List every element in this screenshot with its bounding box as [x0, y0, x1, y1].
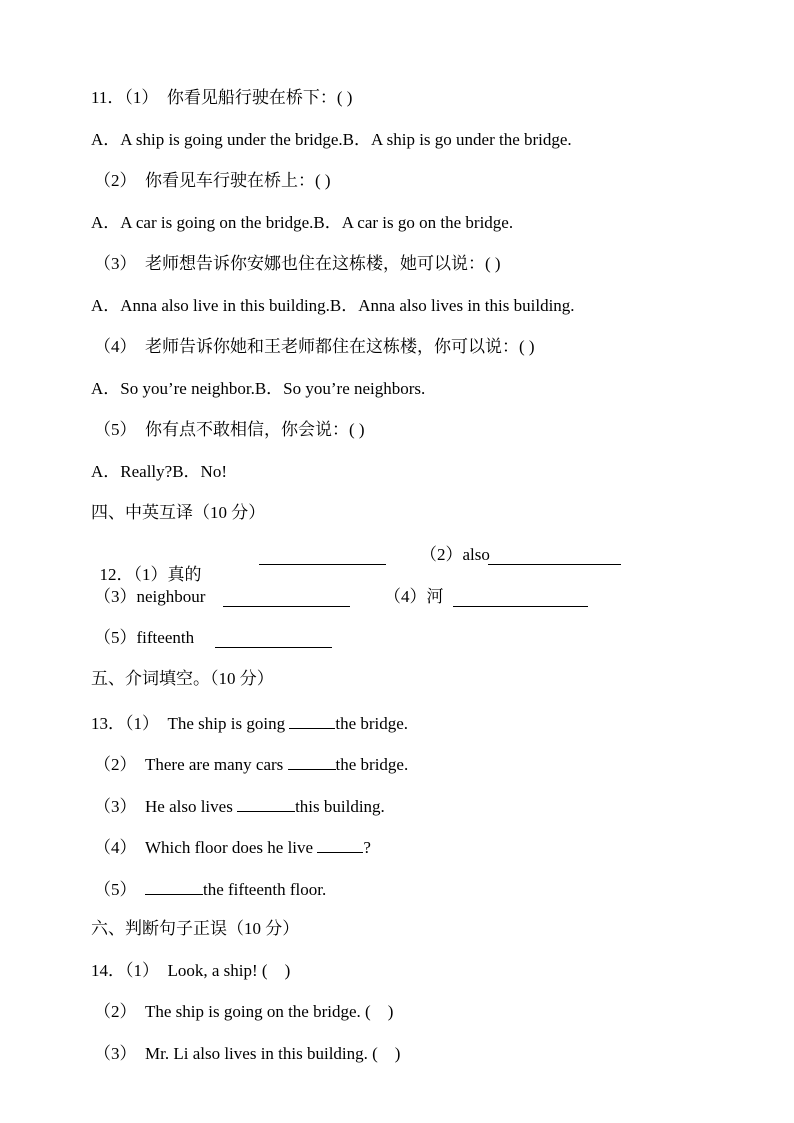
q13-item1: [91, 712, 408, 734]
q13-item1-tail: the bridge.: [335, 714, 409, 733]
q12-item2-label: （2）also: [420, 545, 490, 564]
q12-item4-label: （4）河: [384, 587, 444, 606]
q11-part1: 11．（1） 你看见船行驶在桥下：( ): [91, 88, 353, 107]
q13-item4-tail: ?: [363, 838, 371, 857]
q12-item5-label: （5）fifteenth: [94, 628, 195, 647]
q14-item3: （3） Mr. Li also lives in this building. ( ): [94, 1044, 401, 1063]
q13-item5-tail: the fifteenth floor.: [203, 880, 327, 899]
q13-item4-text: （4） Which floor does he live: [94, 838, 318, 857]
q11-part5: （5） 你有点不敢相信，你会说：( ): [94, 420, 365, 439]
q12-item1-label: 12．（1）真的: [99, 565, 202, 584]
q12-item1: [91, 545, 202, 585]
section5-heading: 五、介词填空。（10 分）: [91, 669, 274, 688]
q13-item3-blank[interactable]: [237, 795, 295, 812]
q13-item3: [94, 795, 385, 817]
section4-heading: 四、中英互译（10 分）: [91, 503, 266, 522]
q12-item5-blank[interactable]: [215, 631, 332, 648]
q14-item1: 14．（1） Look, a ship! ( ): [91, 961, 291, 980]
q13-item5-blank[interactable]: [145, 878, 203, 895]
q13-item1-text: 13．（1） The ship is going: [91, 714, 290, 733]
q11-part2: （2） 你看见车行驶在桥上：( ): [94, 171, 331, 190]
q11-part5-options: A．Really?B．No!: [91, 462, 227, 481]
q11-part1-options: A．A ship is going under the bridge.B．A ship is go under the bridge.: [91, 130, 572, 149]
q13-item3-tail: this building.: [295, 797, 385, 816]
q13-item2-blank[interactable]: [288, 753, 336, 770]
q12-item4-blank[interactable]: [453, 590, 588, 607]
q13-item5: [94, 878, 326, 900]
q12-item3-blank[interactable]: [223, 590, 350, 607]
q14-item2: （2） The ship is going on the bridge. ( ): [94, 1002, 394, 1021]
q12-item3-label: （3）neighbour: [94, 587, 206, 606]
q11-part3: （3） 老师想告诉你安娜也住在这栋楼，她可以说：( ): [94, 254, 501, 273]
q12-item2-blank[interactable]: [488, 548, 621, 565]
q13-item3-text: （3） He also lives: [94, 797, 238, 816]
q13-item4-blank[interactable]: [317, 836, 363, 853]
q13-item4: [94, 836, 371, 858]
q13-item2: [94, 753, 408, 775]
q11-part2-options: A．A car is going on the bridge.B．A car is go on the bridge.: [91, 213, 514, 232]
q13-item2-tail: the bridge.: [335, 755, 409, 774]
q12-item1-blank[interactable]: [259, 548, 386, 565]
q11-part4: （4） 老师告诉你她和王老师都住在这栋楼，你可以说：( ): [94, 337, 535, 356]
section6-heading: 六、判断句子正误（10 分）: [91, 919, 300, 938]
q13-item2-text: （2） There are many cars: [94, 755, 288, 774]
q13-item1-blank[interactable]: [289, 712, 335, 729]
q13-item5-text: （5）: [94, 880, 145, 899]
q11-part4-options: A．So you’re neighbor.B．So you’re neighbors.: [91, 379, 426, 398]
q11-part3-options: A．Anna also live in this building.B．Anna also lives in this building.: [91, 296, 575, 315]
